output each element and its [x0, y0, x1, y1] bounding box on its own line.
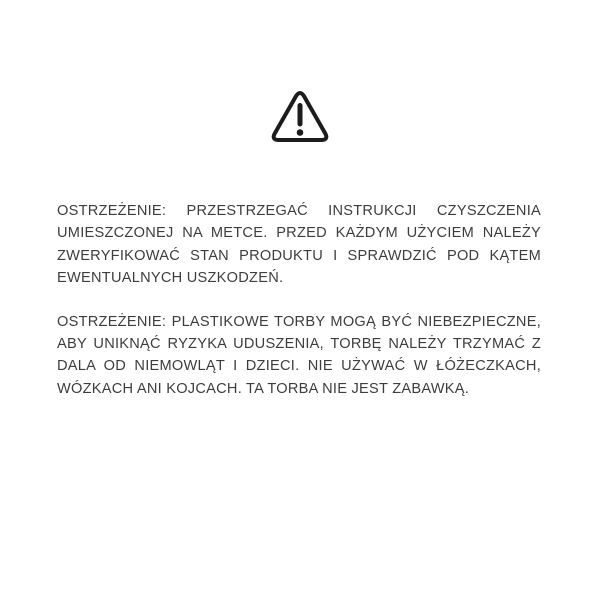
warning-line: DALA OD NIEMOWLĄT I DZIECI. NIE UŻYWAĆ W ŁÓŻECZKACH, [57, 358, 541, 375]
warning-triangle-icon [267, 84, 333, 146]
warning-line: OSTRZEŻENIE: PLASTIKOWE TORBY MOGĄ BYĆ NIEBEZPIECZNE, [57, 313, 541, 330]
warning-line: ZWERYFIKOWAĆ STAN PRODUKTU I SPRAWDZIĆ POD KĄTEM [57, 247, 541, 264]
warning-line: EWENTUALNYCH USZKODZEŃ. [57, 270, 284, 287]
warning-line: ABY UNIKNĄĆ RYZYKA UDUSZENIA, TORBĘ NALEŻY TRZYMAĆ Z [57, 336, 541, 353]
warning-line: UMIESZCZONEJ NA METCE. PRZED KAŻDYM UŻYCIEM NALEŻY [57, 225, 541, 242]
plastic-bag-warning-paragraph [57, 311, 541, 401]
cleaning-warning-paragraph [57, 200, 541, 290]
exclamation-dot [297, 129, 304, 136]
warning-line: WÓZKACH ANI KOJCACH. TA TORBA NIE JEST ZABAWKĄ. [57, 380, 470, 397]
warning-line: OSTRZEŻENIE: PRZESTRZEGAĆ INSTRUKCJI CZYSZCZENIA [57, 203, 541, 219]
warning-text-block [57, 200, 541, 400]
